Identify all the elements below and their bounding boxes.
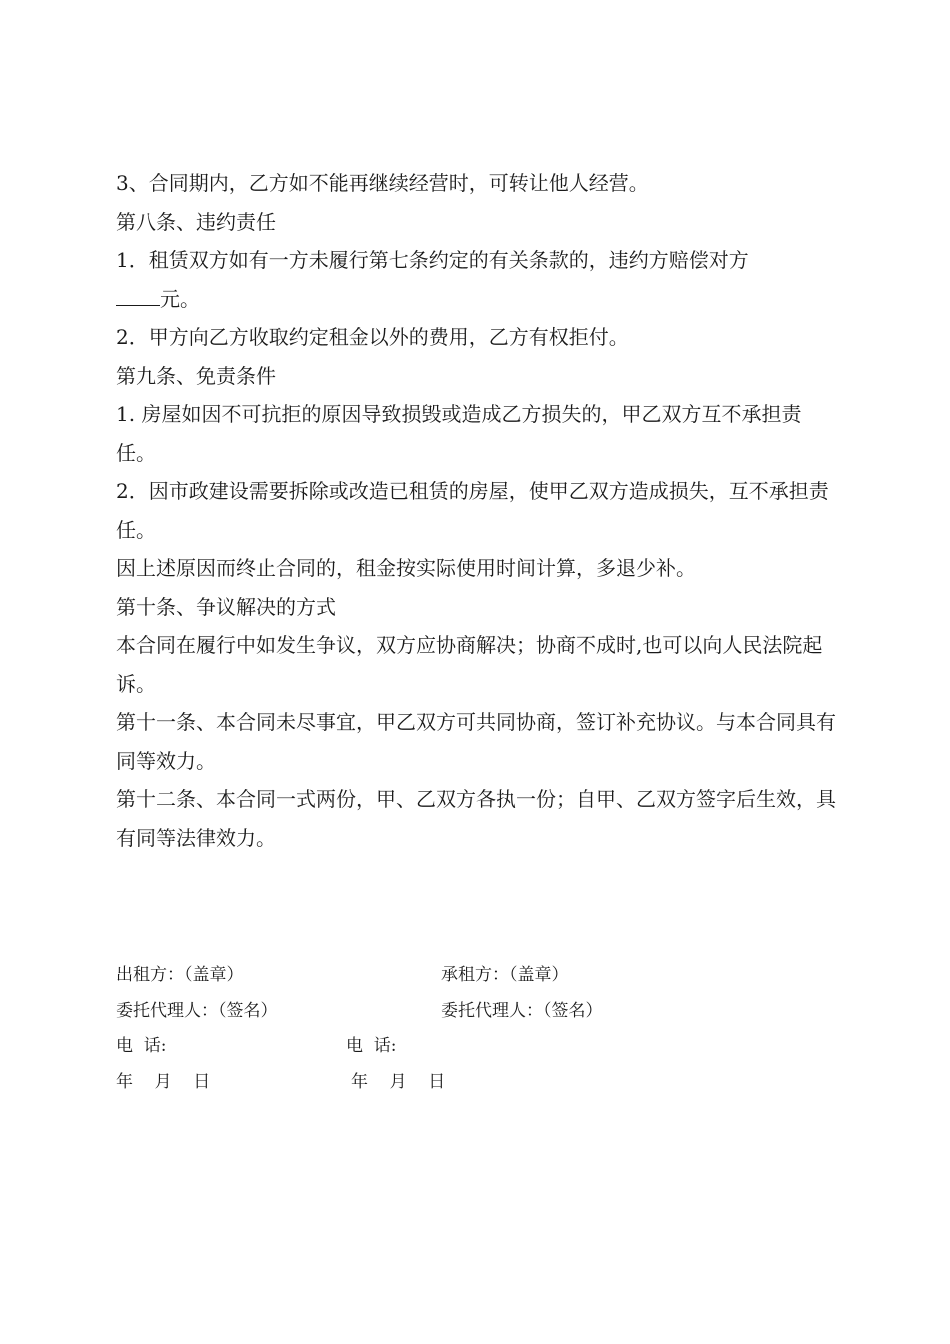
article-12-text: 第十二条、本合同一式两份，甲、乙双方各执一份；自甲、乙双方签字后生效，具有同等法律效力。: [116, 787, 836, 850]
clause-7-3: 3、合同期内，乙方如不能再继续经营时，可转让他人经营。: [116, 171, 649, 195]
article-10-heading: 第十条、争议解决的方式: [116, 594, 336, 619]
lessor-label: 出租方：（盖章）: [116, 965, 244, 985]
amount-blank: [116, 285, 160, 306]
agent-right-label: 委托代理人：（签名）: [441, 1001, 603, 1021]
date-right-label: 年 月 日: [351, 1072, 446, 1092]
clause-8-1: [116, 241, 836, 318]
clause-8-1-unit: 元。: [160, 286, 200, 311]
lessee-label: 承租方：（盖章）: [441, 965, 569, 985]
clause-8-2: 2．甲方向乙方收取约定租金以外的费用，乙方有权拒付。: [116, 325, 629, 349]
article-11-text: 第十一条、本合同未尽事宜，甲乙双方可共同协商，签订补充协议。与本合同具有同等效力。: [116, 710, 836, 773]
article-8-heading: 第八条、违约责任: [116, 209, 276, 234]
clause-9-2: 2．因市政建设需要拆除或改造已租赁的房屋，使甲乙双方造成损失，互不承担责任。: [116, 479, 829, 542]
clause-9-1: 1. 房屋如因不可抗拒的原因导致损毁或造成乙方损失的，甲乙双方互不承担责任。: [116, 402, 802, 465]
clause-9-note: 因上述原因而终止合同的，租金按实际使用时间计算，多退少补。: [116, 556, 696, 580]
article-9-heading: 第九条、免责条件: [116, 363, 276, 388]
agent-left-label: 委托代理人：（签名）: [116, 1001, 278, 1021]
article-10-text: 本合同在履行中如发生争议，双方应协商解决；协商不成时,也可以向人民法院起诉。: [116, 633, 823, 696]
date-left-label: 年 月 日: [116, 1072, 211, 1092]
clause-8-1-text: 1．租赁双方如有一方未履行第七条约定的有关条款的，违约方赔偿对方: [116, 248, 749, 272]
phone-right-label: 电 话:: [346, 1036, 397, 1056]
contract-body: [116, 164, 836, 857]
phone-left-label: 电 话:: [116, 1036, 167, 1056]
